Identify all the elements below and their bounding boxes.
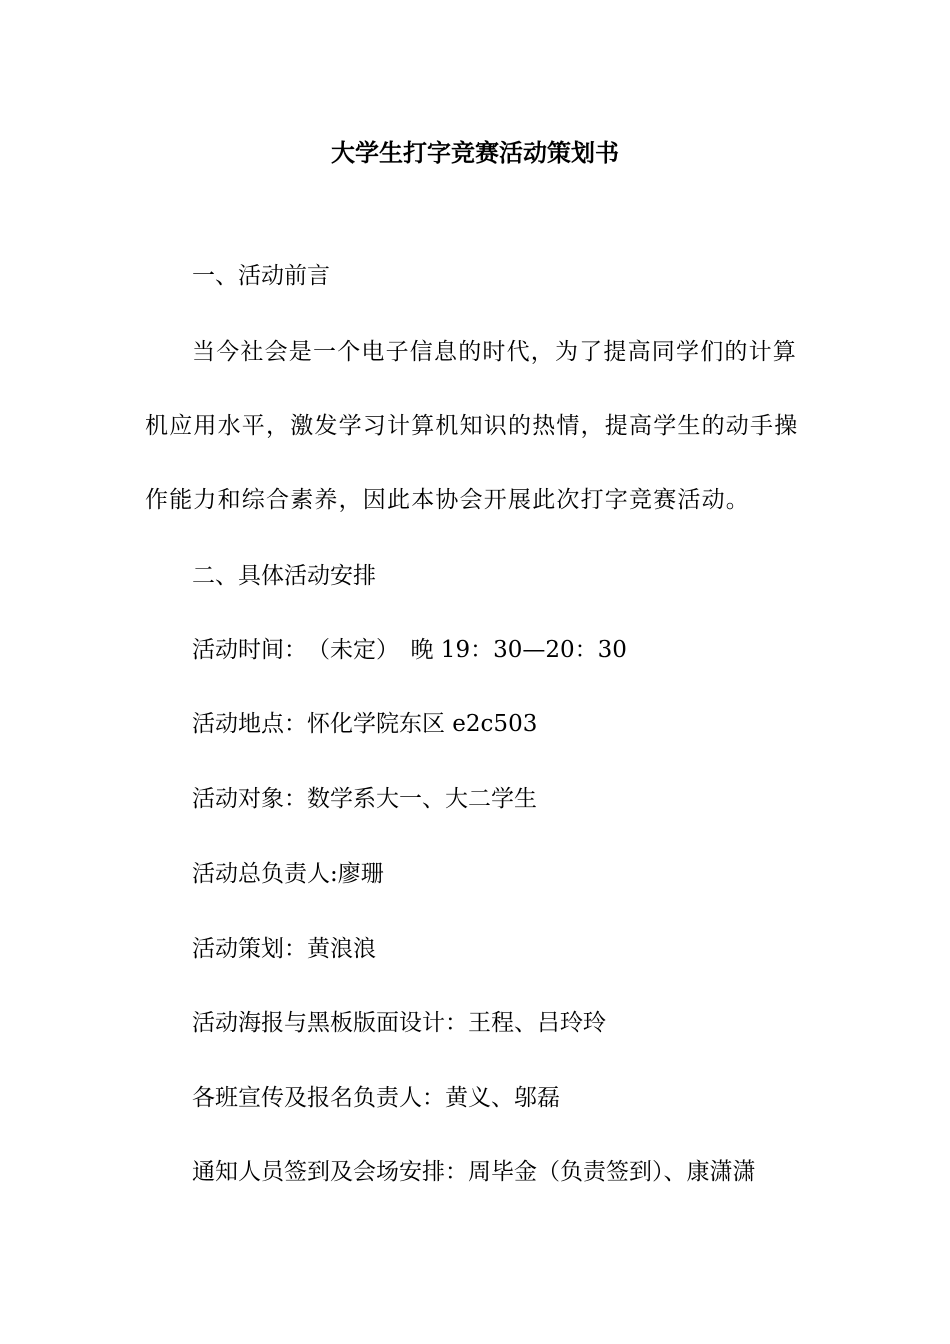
item-activity-location: 活动地点：怀化学院东区 e2c503: [192, 711, 538, 737]
document-title: 大学生打字竞赛活动策划书: [331, 138, 619, 167]
item-chief-organizer: 活动总负责人:廖珊: [192, 861, 384, 887]
section-heading-preface: 一、活动前言: [192, 263, 330, 289]
item-publicity-registration: 各班宣传及报名负责人：黄义、邬磊: [192, 1085, 560, 1111]
item-poster-design: 活动海报与黑板版面设计：王程、吕玲玲: [192, 1010, 606, 1036]
paragraph-line-3: 作能力和综合素养，因此本协会开展此次打字竞赛活动。: [145, 487, 750, 513]
section-heading-arrangements: 二、具体活动安排: [192, 563, 376, 589]
item-activity-time: 活动时间： （未定） 晚 19：30—20：30: [192, 637, 627, 663]
item-activity-planner: 活动策划：黄浪浪: [192, 936, 376, 962]
item-signin-venue: 通知人员签到及会场安排：周毕金（负责签到）、康潇潇: [192, 1159, 756, 1185]
paragraph-line-2: 机应用水平，激发学习计算机知识的热情，提高学生的动手操: [145, 413, 799, 439]
item-activity-audience: 活动对象：数学系大一、大二学生: [192, 786, 537, 812]
paragraph-line-1: 当今社会是一个电子信息的时代，为了提高同学们的计算: [192, 339, 797, 365]
